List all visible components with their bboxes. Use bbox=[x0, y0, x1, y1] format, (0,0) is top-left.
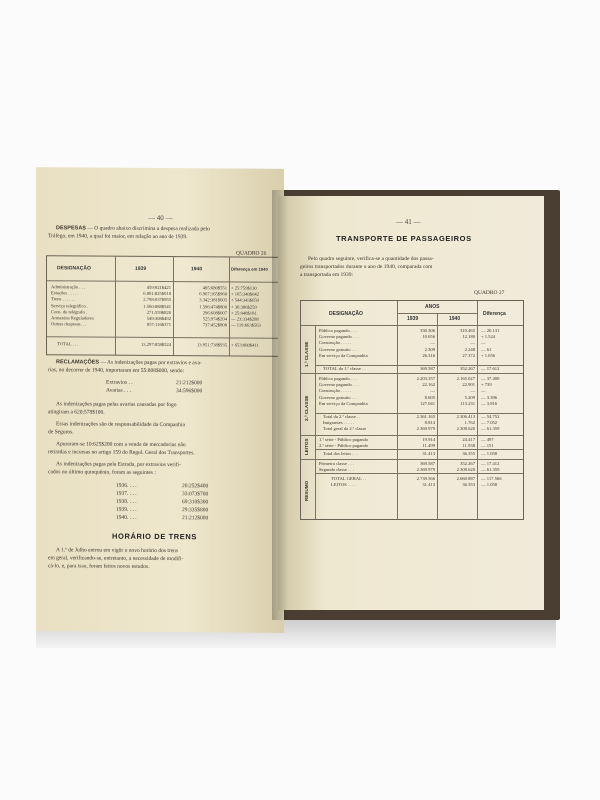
anos-rule bbox=[397, 313, 477, 314]
total3-diff: — 1.058 bbox=[481, 451, 498, 456]
group-label: 1.ª CLASSE bbox=[304, 341, 309, 367]
table-col-rule bbox=[229, 257, 230, 355]
group2-totals bbox=[323, 414, 366, 433]
cell-value: 2.306.413 bbox=[456, 414, 475, 419]
group4-1940 bbox=[439, 461, 475, 473]
year-label: 1936. . . . bbox=[116, 482, 137, 489]
horario-line2: em geral, verificando-se, entretanto, a necessidade de modifi- bbox=[48, 555, 184, 563]
section-rule bbox=[301, 373, 523, 374]
passenger-table bbox=[300, 300, 524, 520]
expense-table bbox=[46, 255, 284, 357]
row-label: Serviço telegráfico . bbox=[51, 302, 89, 309]
row-label: Público pagando . . . bbox=[319, 328, 357, 333]
cell-value: 10.656 bbox=[422, 334, 435, 340]
cell-value: — bbox=[470, 388, 475, 394]
table-col-rule bbox=[115, 257, 116, 355]
group2-totals-1940 bbox=[439, 414, 475, 433]
cell-value: 737:452$808 bbox=[202, 322, 227, 328]
total-1940: 13.951:738$935 bbox=[197, 342, 227, 348]
avarias-value: 34:596$000 bbox=[176, 388, 203, 395]
row-label: LEITOS . . . . bbox=[331, 482, 356, 488]
cell-value: — bbox=[481, 388, 486, 394]
table-header-rule bbox=[47, 280, 284, 283]
year-value: 69:310$300 bbox=[182, 499, 209, 506]
row-label: Público pagando . . . bbox=[319, 376, 357, 381]
intro-line1: Pelo quadro seguinte, verifica-se a quantidade dos passa- bbox=[308, 256, 434, 262]
group4-totals-1939 bbox=[399, 476, 435, 488]
cell-value: — bbox=[470, 340, 475, 346]
group2-1940 bbox=[439, 376, 475, 407]
total1-1940: 352.267 bbox=[460, 366, 475, 371]
cell-value: — bbox=[430, 340, 435, 346]
col-diferenca: Diferença bbox=[483, 311, 506, 317]
cell-value: 12.180 bbox=[462, 334, 475, 340]
group2-labels bbox=[319, 376, 368, 407]
para4-line1: Apuraram-se 10:625$200 com a venda de mercadorias não bbox=[56, 441, 186, 449]
row-label: Segunda classe . . . bbox=[319, 467, 354, 473]
horario-heading: HORÁRIO DE TRENS bbox=[112, 531, 198, 542]
cell-value: 11.938 bbox=[462, 443, 475, 449]
right-page bbox=[278, 196, 544, 610]
cell-value: 31.413 bbox=[422, 482, 435, 488]
passageiros-heading: TRANSPORTE DE PASSAGEIROS bbox=[336, 234, 472, 243]
year-label: 1940. . . . bbox=[116, 514, 137, 521]
row-label-column bbox=[51, 284, 94, 328]
para4-line2: retiradas e incursas no artigo 159 do Regul. Geral dos Transportes. bbox=[48, 449, 195, 457]
cell-value: 310.465 bbox=[460, 328, 475, 333]
cell-value: 2.798:037$955 bbox=[143, 297, 171, 303]
row-label: 2.ª série - Público pagando bbox=[319, 443, 369, 449]
year-value: 20:252$400 bbox=[182, 483, 209, 490]
cell-value: 27.372 bbox=[462, 352, 475, 358]
total-label: TOTAL . . . bbox=[57, 341, 79, 347]
group4-totals-diff bbox=[481, 476, 502, 488]
col-diferenca: Diferença em 1940 bbox=[231, 266, 268, 272]
cell-value: — 119:663$563 bbox=[231, 322, 261, 328]
para2-line1: As indenizações pagas pelas avarias causadas por fogo bbox=[56, 401, 177, 409]
year-label: 1937. . . . bbox=[116, 490, 137, 497]
cell-value: 6.801:825$918 bbox=[143, 291, 171, 297]
table-total-rule bbox=[47, 336, 284, 339]
cell-value: 19.914 bbox=[422, 437, 435, 442]
cell-value: 352.267 bbox=[460, 461, 475, 466]
row-label: Em serviço da Companhia bbox=[319, 400, 368, 406]
cell-value: + 165:340$042 bbox=[231, 291, 259, 297]
row-label: Total da 2.ª classe . . bbox=[323, 414, 361, 419]
years-values bbox=[182, 482, 208, 522]
col-designacao: DESIGNAÇÃO bbox=[329, 311, 363, 317]
total1-1939: 369.587 bbox=[420, 366, 435, 371]
col-1939-values bbox=[119, 285, 171, 329]
cell-value: 1.560:088$541 bbox=[143, 303, 171, 309]
cell-value: 2.309 bbox=[424, 346, 435, 352]
cell-value: 11.499 bbox=[422, 443, 435, 449]
cell-value: 5.209 bbox=[464, 394, 475, 400]
cell-value: 26.316 bbox=[422, 352, 435, 358]
cell-value: 127.041 bbox=[420, 400, 435, 406]
cell-value: 525:974$204 bbox=[202, 316, 227, 322]
group1-1940 bbox=[439, 328, 475, 359]
cell-value: 369.587 bbox=[420, 461, 435, 466]
page-number: — 41 — bbox=[396, 218, 421, 226]
cell-value: 549:308$492 bbox=[146, 315, 171, 322]
extravios-label: Extravios . . bbox=[106, 379, 133, 386]
row-label: Governo pagando . . . bbox=[319, 382, 359, 388]
cell-value: 2.308.620 bbox=[456, 426, 475, 432]
left-page bbox=[36, 167, 284, 633]
cell-value: 22.162 bbox=[422, 382, 435, 388]
section-rule bbox=[301, 435, 523, 436]
group1-diff bbox=[481, 328, 499, 359]
quadro-label: QUADRO 26 bbox=[236, 250, 267, 257]
row-label: Cons. do telégrafo . bbox=[51, 309, 88, 315]
cell-value: — 7.052 bbox=[481, 420, 498, 426]
cell-value: 2.369.979 bbox=[416, 426, 435, 432]
cell-value: + 36:386$259 bbox=[231, 304, 257, 310]
cell-value: 36.353 bbox=[462, 482, 475, 488]
table-col-rule bbox=[477, 301, 478, 519]
quadro-label: QUADRO 27 bbox=[474, 290, 505, 296]
cell-value: 2.660.887 bbox=[456, 476, 475, 481]
para2-line2: atingiram a 620:578$100. bbox=[48, 409, 105, 416]
intro-line3: a transportada em 1939: bbox=[300, 272, 353, 278]
col-1940-values bbox=[175, 285, 227, 329]
total-diff: + 653:880$411 bbox=[231, 342, 259, 348]
section-rule bbox=[301, 459, 523, 460]
cell-value: — 54.752 bbox=[481, 414, 500, 419]
group4-labels bbox=[319, 461, 354, 473]
group2-diff bbox=[481, 376, 499, 407]
group2-1939 bbox=[399, 376, 435, 407]
cell-value: — 61.359 bbox=[481, 467, 500, 473]
row-label: TOTAL GERAL . . bbox=[331, 476, 367, 481]
row-label: Trens . . . . . . bbox=[51, 296, 76, 302]
intro-line2: geiros transportados durante o ano de 1940, comparada com bbox=[300, 264, 433, 270]
cell-value: 2.369.979 bbox=[416, 467, 435, 473]
cell-value: — 20.131 bbox=[481, 328, 500, 333]
col-1940: 1940 bbox=[449, 316, 461, 322]
reclamacoes-label: RECLAMAÇÕES bbox=[56, 359, 100, 366]
table-col-rule bbox=[397, 301, 398, 519]
para3-line2: de Seguros. bbox=[48, 429, 74, 436]
group-col-rule bbox=[315, 325, 316, 519]
group4-diff bbox=[481, 461, 499, 473]
row-label: Primeira classe . . . bbox=[319, 461, 354, 466]
col-designacao: DESIGNAÇÃO bbox=[57, 265, 91, 272]
cell-value: 271:559$826 bbox=[146, 309, 171, 315]
cell-value: — bbox=[481, 340, 486, 346]
cell-value: — 1.058 bbox=[481, 482, 498, 488]
row-label: Total geral da 2.ª classe bbox=[323, 426, 367, 432]
cell-value: 8.605 bbox=[424, 394, 435, 400]
table-col-rule bbox=[437, 313, 438, 519]
year-value: 33:073$700 bbox=[182, 491, 209, 498]
cell-value: — 17.412 bbox=[481, 461, 500, 466]
row-label: Construção . . . . . bbox=[319, 388, 352, 394]
group2-totals-diff bbox=[481, 414, 499, 433]
cell-value: 2.248 bbox=[464, 346, 475, 352]
cell-value: 857:116$371 bbox=[146, 322, 171, 328]
extravios-value: 21:212$000 bbox=[176, 380, 203, 387]
table-header-rule bbox=[301, 325, 523, 326]
group3-1939 bbox=[399, 437, 435, 449]
row-label: Em serviço da Companhia bbox=[319, 352, 368, 358]
cell-value: — 151 bbox=[481, 443, 494, 449]
cell-value: 24.417 bbox=[462, 437, 475, 442]
para5-line2: cados no último quinquênio, foram as seguintes : bbox=[48, 469, 156, 476]
para3-line1: Essas indenizações são de responsabilidade da Companhia bbox=[56, 421, 185, 429]
group-label: RESUMO bbox=[304, 480, 309, 501]
cell-value: 296:608$007 bbox=[202, 310, 227, 316]
horario-line3: cá-lo, e, para isso, foram feitos novos estudos. bbox=[48, 563, 150, 570]
row-label: Governo pagando . . . bbox=[319, 334, 359, 340]
cell-value: 113.231 bbox=[460, 400, 475, 406]
horario-line1: A 1.º de Julho entrou em vigôr o novo horário dos trens bbox=[56, 547, 179, 555]
group3-diff bbox=[481, 437, 494, 449]
cell-value: — 117.566 bbox=[481, 476, 502, 481]
col-1939: 1939 bbox=[407, 316, 419, 322]
col-1939: 1939 bbox=[135, 265, 147, 272]
group4-totals-1940 bbox=[439, 476, 475, 488]
cell-value: + 1.056 bbox=[481, 352, 496, 358]
cell-value: 330.306 bbox=[420, 328, 435, 333]
cell-value: 22.901 bbox=[462, 382, 475, 388]
cell-value: 2.308.620 bbox=[456, 467, 475, 473]
book-gutter-shadow bbox=[272, 190, 288, 620]
total3-1940: 36.355 bbox=[462, 451, 475, 456]
row-label: 1.ª série - Público pagando bbox=[319, 437, 369, 442]
group3-labels bbox=[319, 437, 368, 449]
row-label: Construção . . . . . bbox=[319, 340, 352, 346]
group1-1939 bbox=[399, 328, 435, 359]
despesas-line2: Tráfego, em 1940, a qual foi maior, em relação ao ano de 1939. bbox=[48, 233, 188, 241]
despesas-label: DESPESAS bbox=[56, 225, 86, 232]
row-label: Outras despesas. . . bbox=[51, 321, 87, 327]
cell-value: — 497 bbox=[481, 437, 494, 442]
group3-1940 bbox=[439, 437, 475, 449]
group1-labels bbox=[319, 328, 368, 359]
cell-value: — bbox=[430, 388, 435, 394]
cell-value: + 739 bbox=[481, 382, 492, 388]
col-1940: 1940 bbox=[191, 266, 203, 273]
cell-value: — 23:334$288 bbox=[231, 316, 259, 322]
total3-label: Total dos leitos . . . bbox=[323, 451, 358, 456]
year-value: 21:212$000 bbox=[182, 515, 209, 522]
col-anos: ANOS bbox=[425, 304, 440, 310]
cell-value: — 37.400 bbox=[481, 376, 500, 381]
cell-value: + 544:343$650 bbox=[231, 297, 259, 304]
cell-value: 2.203.357 bbox=[416, 376, 435, 381]
reclamacoes-line2: rias, no decorrer de 1940, importaram em 55:808$000, sendo: bbox=[48, 367, 185, 375]
group-label: 2.ª CLASSE bbox=[304, 395, 309, 421]
total1-label: TOTAL da 1.ª classe . . bbox=[323, 366, 366, 371]
group4-1939 bbox=[399, 461, 435, 473]
despesas-text: — O quadro abaixo discrimina a despesa realizada pelo bbox=[87, 225, 210, 233]
cell-value: 2.165.027 bbox=[456, 376, 475, 381]
col-diff-values bbox=[231, 285, 261, 329]
avarias-label: Avarias . . . bbox=[106, 387, 131, 394]
cell-value: 485:680$551 bbox=[202, 285, 227, 291]
cell-value: 1.596:474$800 bbox=[199, 303, 227, 310]
cell-value: + 1.524 bbox=[481, 334, 496, 340]
row-label: Estações . . . . . bbox=[51, 290, 79, 296]
reclamacoes-text: — As indenizações pagas por extravios e ava- bbox=[100, 359, 202, 367]
cell-value: — 61 bbox=[481, 346, 492, 352]
cell-value: — 3.816 bbox=[481, 400, 498, 406]
page-number: — 40 — bbox=[148, 213, 173, 223]
group2-totals-1939 bbox=[399, 414, 435, 433]
group4-totals bbox=[331, 476, 366, 488]
para5-line1: As indenizações pagas pela Estrada, por extravios verifi- bbox=[56, 461, 181, 469]
cell-value: — 61.359 bbox=[481, 426, 500, 432]
row-label: Armazéns Reguladores bbox=[51, 315, 94, 321]
row-label: Administração . . . bbox=[51, 284, 85, 290]
year-label: 1938. . . . bbox=[116, 498, 137, 505]
cell-value: 1.762 bbox=[464, 420, 475, 426]
years-list bbox=[116, 482, 137, 522]
cell-value: + 25:759$130 bbox=[231, 285, 257, 291]
row-label: Governo gratuito . . . bbox=[319, 394, 358, 400]
cell-value: 2.739.566 bbox=[416, 476, 435, 481]
cell-value: + 25:048$181 bbox=[231, 310, 257, 316]
cell-value: — 3.396 bbox=[481, 394, 498, 400]
row-label: Governo gratuito . . . bbox=[319, 346, 358, 352]
year-label: 1939. . . . bbox=[116, 506, 137, 513]
total3-1939: 31.413 bbox=[422, 451, 435, 456]
total-1939: 13.297:858$524 bbox=[141, 341, 171, 348]
cell-value: 8.814 bbox=[424, 420, 435, 426]
year-value: 29:335$800 bbox=[182, 507, 209, 514]
total1-diff: — 17.612 bbox=[481, 366, 500, 371]
cell-value: 459:921$421 bbox=[146, 284, 171, 291]
table-col-rule bbox=[173, 257, 174, 355]
row-label: Imigrantes . . . . . bbox=[323, 420, 355, 426]
group-label: LEITOS bbox=[304, 438, 309, 455]
cell-value: 6.967:165$960 bbox=[199, 291, 227, 297]
cell-value: 3.342:381$605 bbox=[199, 297, 227, 303]
cell-value: 2.361.165 bbox=[416, 414, 435, 419]
